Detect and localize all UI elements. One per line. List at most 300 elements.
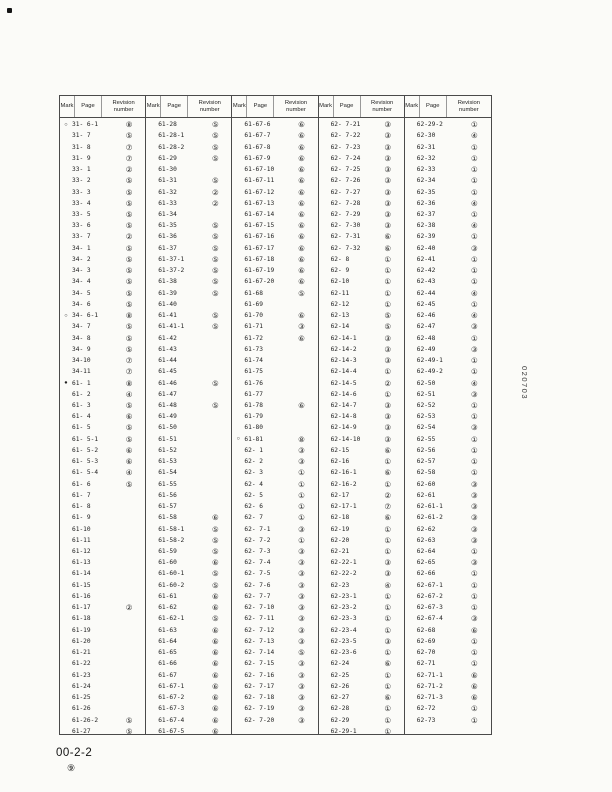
page-cell: 62-45 — [416, 300, 436, 308]
revision-cell: ⑥ — [298, 176, 305, 186]
table-row — [60, 726, 145, 734]
page-cell: 62-22-1 — [330, 559, 357, 567]
revision-cell: ① — [471, 603, 478, 613]
page-cell: 62- 8 — [330, 255, 350, 263]
page-cell: 62- 7-5 — [244, 570, 271, 578]
page-cell: 61-19 — [72, 626, 91, 634]
revision-cell: ① — [471, 400, 478, 410]
table-row — [405, 479, 491, 490]
revision-cell: ⑥ — [471, 625, 478, 635]
revision-cell: ① — [471, 142, 478, 152]
page-cell: 62-14 — [330, 323, 350, 331]
revision-cell: ⑤ — [211, 580, 219, 590]
table-row — [319, 613, 404, 624]
revision-cell: ③ — [471, 513, 478, 523]
header-revision-number: Revision number — [198, 99, 221, 113]
table-rows — [60, 118, 145, 734]
revision-cell: ⑥ — [384, 659, 391, 669]
table-row — [232, 220, 317, 231]
revision-cell: ③ — [298, 625, 305, 635]
table-row — [405, 602, 491, 613]
page-cell: 62-50 — [416, 379, 436, 387]
page-cell: 62-69 — [416, 637, 436, 645]
table-row — [146, 501, 231, 512]
table-row — [146, 310, 231, 321]
revision-cell: ⑥ — [211, 659, 219, 669]
table-row — [146, 321, 231, 332]
header-revision-number: Revision number — [112, 99, 135, 113]
page-cell: 62- 3 — [244, 469, 264, 477]
table-row — [232, 411, 317, 422]
page-cell: 62-30 — [416, 132, 436, 140]
table-row — [319, 501, 404, 512]
table-row — [232, 344, 317, 355]
table-row — [232, 714, 317, 725]
table-row — [232, 389, 317, 400]
page-cell: 61-67-5 — [158, 727, 185, 734]
page-cell: 61-43 — [158, 345, 177, 353]
revision-cell: ④ — [471, 198, 478, 208]
table-row — [60, 377, 145, 388]
page-cell: 61-17 — [72, 604, 91, 612]
table-row — [232, 568, 317, 579]
table-row — [405, 130, 491, 141]
page-cell: 62- 7-17 — [244, 682, 275, 690]
revision-cell: ⑤ — [125, 221, 133, 231]
table-group-3 — [232, 96, 318, 734]
page-cell: 61-42 — [158, 334, 177, 342]
page-cell: 34- 4 — [72, 278, 91, 286]
mark-cell: ○ — [64, 312, 68, 319]
revision-cell: ① — [384, 614, 391, 624]
page-cell: 62-67-3 — [416, 604, 443, 612]
page-cell: 62- 7-21 — [330, 121, 361, 129]
revision-cell: ② — [384, 490, 391, 500]
revision-cell: ② — [211, 187, 219, 197]
page-cell: 62-70 — [416, 649, 436, 657]
page-cell: 61-67-14 — [244, 210, 275, 218]
revision-cell: ① — [471, 636, 478, 646]
revision-cell: ③ — [471, 614, 478, 624]
table-row — [146, 366, 231, 377]
table-row — [60, 310, 145, 321]
page-cell: 62-64 — [416, 548, 436, 556]
table-row — [146, 400, 231, 411]
revision-cell: ⑥ — [298, 165, 305, 175]
page-cell: 62-17-1 — [330, 503, 357, 511]
page-cell: 61-37-1 — [158, 255, 185, 263]
table-row — [405, 714, 491, 725]
table-row — [319, 726, 404, 734]
page-cell: 61- 5-2 — [72, 446, 99, 454]
table-row — [60, 220, 145, 231]
page-cell: 61- 4 — [72, 413, 91, 421]
table-row — [319, 130, 404, 141]
header-mark: Mark — [319, 96, 334, 117]
revision-cell: ⑤ — [125, 288, 133, 298]
revision-cell: ① — [384, 715, 391, 725]
table-row — [232, 557, 317, 568]
page-cell: 62-52 — [416, 401, 436, 409]
revision-cell: ⑥ — [211, 715, 219, 725]
page-cell: 61-57 — [158, 503, 177, 511]
header-mark: Mark — [146, 96, 161, 117]
page-cell: 61-64 — [158, 637, 177, 645]
page-cell: 61-60 — [158, 559, 177, 567]
page-cell: 62- 7-13 — [244, 637, 275, 645]
scan-artifact-dot — [7, 8, 12, 13]
page-cell: 61-41-1 — [158, 323, 185, 331]
page-cell: 61-79 — [244, 413, 264, 421]
revision-cell: ⑦ — [125, 153, 133, 163]
revision-cell: ⑤ — [211, 221, 219, 231]
revision-cell: ① — [298, 479, 305, 489]
revision-cell: ① — [471, 648, 478, 658]
page-cell: 61-75 — [244, 368, 264, 376]
revision-cell: ⑥ — [211, 681, 219, 691]
page-cell: 62-10 — [330, 278, 350, 286]
page-cell: 62-14-2 — [330, 345, 357, 353]
table-row — [60, 366, 145, 377]
table-row — [405, 669, 491, 680]
revision-cell: ③ — [298, 670, 305, 680]
table-row — [60, 355, 145, 366]
page-cell: 62- 7-7 — [244, 592, 271, 600]
page-cell: 61-67 — [158, 671, 177, 679]
page-cell: 61-67-1 — [158, 682, 185, 690]
header-revision-number: Revision number — [371, 99, 394, 113]
revision-cell: ③ — [298, 693, 305, 703]
table-row — [60, 591, 145, 602]
page-cell: 61-25 — [72, 694, 91, 702]
table-row — [60, 479, 145, 490]
page-cell: 62-23-1 — [330, 592, 357, 600]
revision-cell: ① — [471, 591, 478, 601]
table-row — [60, 276, 145, 287]
revision-cell: ① — [384, 288, 391, 298]
page-cell: 62-43 — [416, 278, 436, 286]
page-cell: 62-71-3 — [416, 694, 443, 702]
revision-cell: ⑤ — [125, 479, 133, 489]
page-cell: 62-27 — [330, 694, 350, 702]
page-cell: 62-67-1 — [416, 581, 443, 589]
revision-cell: ③ — [298, 715, 305, 725]
table-row — [232, 501, 317, 512]
table-rows — [232, 118, 317, 734]
revision-cell: ③ — [384, 569, 391, 579]
revision-cell: ① — [471, 120, 478, 130]
table-row — [319, 254, 404, 265]
page-cell: 61-69 — [244, 300, 264, 308]
table-row — [60, 647, 145, 658]
revision-cell: ③ — [471, 423, 478, 433]
revision-cell: ⑥ — [125, 412, 133, 422]
page-cell: 62-11 — [330, 289, 350, 297]
table-row — [60, 692, 145, 703]
table-row — [232, 467, 317, 478]
table-row — [232, 490, 317, 501]
table-row — [319, 535, 404, 546]
table-row — [405, 186, 491, 197]
table-row — [232, 231, 317, 242]
revision-cell: ③ — [471, 490, 478, 500]
table-row — [319, 523, 404, 534]
revision-cell: ③ — [384, 400, 391, 410]
revision-cell: ⑥ — [211, 603, 219, 613]
revision-cell: ① — [384, 389, 391, 399]
revision-cell: ③ — [471, 322, 478, 332]
table-row — [319, 209, 404, 220]
page-cell: 62-55 — [416, 435, 436, 443]
revision-cell: ⑤ — [211, 142, 219, 152]
revision-cell: ① — [384, 524, 391, 534]
table-row — [405, 321, 491, 332]
page-cell: 61- 9 — [72, 514, 91, 522]
page-cell: 62-37 — [416, 210, 436, 218]
page-cell: 61-58-1 — [158, 525, 185, 533]
page-cell: 62-34 — [416, 177, 436, 185]
table-row — [146, 445, 231, 456]
table-row — [405, 299, 491, 310]
table-row — [319, 231, 404, 242]
page-cell: 62-16-2 — [330, 480, 357, 488]
table-row — [232, 479, 317, 490]
page-cell: 61- 5-4 — [72, 469, 99, 477]
table-row — [146, 523, 231, 534]
table-row — [405, 355, 491, 366]
page-cell: 62-51 — [416, 390, 436, 398]
table-row — [319, 681, 404, 692]
table-row — [319, 377, 404, 388]
table-row — [405, 276, 491, 287]
table-row — [146, 625, 231, 636]
revision-cell: ① — [471, 232, 478, 242]
table-row — [405, 243, 491, 254]
table-row — [232, 164, 317, 175]
revision-cell: ⑥ — [211, 625, 219, 635]
page-cell: 33- 4 — [72, 199, 91, 207]
table-row — [232, 681, 317, 692]
revision-cell: ③ — [298, 704, 305, 714]
revision-cell: ⑥ — [384, 693, 391, 703]
table-row — [60, 186, 145, 197]
page-cell: 62- 7-28 — [330, 199, 361, 207]
page-cell: 61-41 — [158, 312, 177, 320]
revision-cell: ⑤ — [125, 277, 133, 287]
revision-cell: ④ — [471, 221, 478, 231]
revision-cell: ① — [471, 277, 478, 287]
page-cell: 62- 7-27 — [330, 188, 361, 196]
table-row — [232, 198, 317, 209]
table-row — [60, 568, 145, 579]
table-rows — [405, 118, 491, 734]
revision-cell: ⑤ — [211, 311, 219, 321]
revision-cell: ⑤ — [211, 176, 219, 186]
table-row — [319, 299, 404, 310]
page-cell: 62- 7-22 — [330, 132, 361, 140]
header-page: Page — [247, 96, 274, 117]
revision-cell: ① — [471, 299, 478, 309]
page-cell: 62-15 — [330, 446, 350, 454]
page-cell: 62- 5 — [244, 491, 264, 499]
page-cell: 62- 7-24 — [330, 154, 361, 162]
table-group-4 — [319, 96, 405, 734]
page-cell: 62- 7-30 — [330, 222, 361, 230]
table-row — [60, 625, 145, 636]
page-cell: 61- 5-1 — [72, 435, 99, 443]
table-row — [405, 580, 491, 591]
table-row — [146, 175, 231, 186]
revision-cell: ① — [384, 535, 391, 545]
page-cell: 62-29-2 — [416, 121, 443, 129]
table-row — [319, 276, 404, 287]
table-row — [405, 490, 491, 501]
table-row — [146, 726, 231, 734]
table-row — [405, 568, 491, 579]
page-cell: 62- 4 — [244, 480, 264, 488]
page-cell: 62-14-1 — [330, 334, 357, 342]
table-row — [405, 434, 491, 445]
revision-cell: ⑤ — [298, 648, 305, 658]
table-row — [319, 288, 404, 299]
revision-cell: ⑧ — [125, 120, 133, 130]
revision-cell: ① — [471, 547, 478, 557]
revision-cell: ① — [384, 299, 391, 309]
revision-cell: ③ — [384, 131, 391, 141]
table-row — [405, 512, 491, 523]
page-cell: 61-53 — [158, 458, 177, 466]
page-cell: 62-44 — [416, 289, 436, 297]
revision-cell: ③ — [298, 591, 305, 601]
table-row — [405, 332, 491, 343]
revision-cell: ⑥ — [211, 591, 219, 601]
page-cell: 62-42 — [416, 267, 436, 275]
table-row — [319, 591, 404, 602]
table-row — [146, 613, 231, 624]
table-row — [146, 164, 231, 175]
table-row — [319, 580, 404, 591]
page-cell: 62- 7-4 — [244, 559, 271, 567]
revision-cell: ① — [384, 726, 391, 734]
page-cell: 61-26 — [72, 705, 91, 713]
revision-cell: ① — [384, 591, 391, 601]
page-cell: 61- 7 — [72, 491, 91, 499]
page-cell: 33- 2 — [72, 177, 91, 185]
table-row — [232, 310, 317, 321]
table-row — [232, 209, 317, 220]
table-row — [319, 422, 404, 433]
page-cell: 61-23 — [72, 671, 91, 679]
table-row — [60, 467, 145, 478]
page-cell: 61-20 — [72, 637, 91, 645]
page-cell: 62-14-8 — [330, 413, 357, 421]
table-row — [405, 254, 491, 265]
revision-cell: ⑤ — [211, 535, 219, 545]
table-row — [60, 546, 145, 557]
page-cell: 62-23-6 — [330, 649, 357, 657]
table-row — [405, 703, 491, 714]
revision-cell: ⑥ — [125, 445, 133, 455]
revision-cell: ⑤ — [211, 243, 219, 253]
table-row — [60, 254, 145, 265]
page-cell: 61-73 — [244, 345, 264, 353]
revision-cell: ⑤ — [125, 187, 133, 197]
page-cell: 62- 7-16 — [244, 671, 275, 679]
page-cell: 62-53 — [416, 413, 436, 421]
revision-cell: ⑥ — [211, 648, 219, 658]
table-header-row — [405, 96, 491, 118]
revision-cell: ③ — [298, 580, 305, 590]
table-row — [60, 422, 145, 433]
revision-cell: ③ — [298, 659, 305, 669]
table-row — [60, 445, 145, 456]
table-row — [60, 714, 145, 725]
table-rows — [146, 118, 231, 734]
page-cell: 62- 7-2 — [244, 536, 271, 544]
page-cell: 61-33 — [158, 199, 177, 207]
revision-cell: ⑤ — [125, 254, 133, 264]
page-cell: 62-67-2 — [416, 592, 443, 600]
page-cell: 62-23-2 — [330, 604, 357, 612]
mark-cell: ○ — [64, 121, 68, 128]
table-row — [405, 625, 491, 636]
table-row — [146, 467, 231, 478]
revision-cell: ③ — [298, 445, 305, 455]
revision-cell: ⑤ — [211, 131, 219, 141]
revision-cell: ③ — [384, 142, 391, 152]
revision-cell: ⑥ — [211, 704, 219, 714]
page-cell: 61-22 — [72, 660, 91, 668]
page-cell: 62- 6 — [244, 503, 264, 511]
page-cell: 61-14 — [72, 570, 91, 578]
revision-cell: ⑤ — [125, 322, 133, 332]
table-row — [60, 434, 145, 445]
page-cell: 61-67-2 — [158, 694, 185, 702]
table-header-row — [232, 96, 317, 118]
revision-cell: ① — [471, 659, 478, 669]
page-cell: 61-12 — [72, 548, 91, 556]
table-row — [232, 119, 317, 130]
table-row — [146, 703, 231, 714]
revision-cell: ③ — [384, 423, 391, 433]
table-row — [146, 580, 231, 591]
page-cell: 62- 7-10 — [244, 604, 275, 612]
page-cell: 62-58 — [416, 469, 436, 477]
page-cell: 61-76 — [244, 379, 264, 387]
table-row — [146, 276, 231, 287]
page-cell: 61-45 — [158, 368, 177, 376]
page-cell: 33- 1 — [72, 166, 91, 174]
page-cell: 62-38 — [416, 222, 436, 230]
table-row — [146, 355, 231, 366]
table-row — [146, 669, 231, 680]
revision-cell: ③ — [471, 535, 478, 545]
header-page: Page — [420, 96, 447, 117]
revision-cell: ④ — [471, 131, 478, 141]
revision-cell: ③ — [298, 636, 305, 646]
page-cell: 62-14-7 — [330, 401, 357, 409]
table-row — [405, 501, 491, 512]
page-cell: 62-67-4 — [416, 615, 443, 623]
table-row — [146, 198, 231, 209]
table-row — [146, 422, 231, 433]
revision-cell: ⑥ — [298, 131, 305, 141]
page-cell: 61-65 — [158, 649, 177, 657]
header-mark: Mark — [405, 96, 420, 117]
page-cell: 61-81 — [244, 435, 264, 443]
page-cell: 62-63 — [416, 536, 436, 544]
page-cell: 61-60-1 — [158, 570, 185, 578]
